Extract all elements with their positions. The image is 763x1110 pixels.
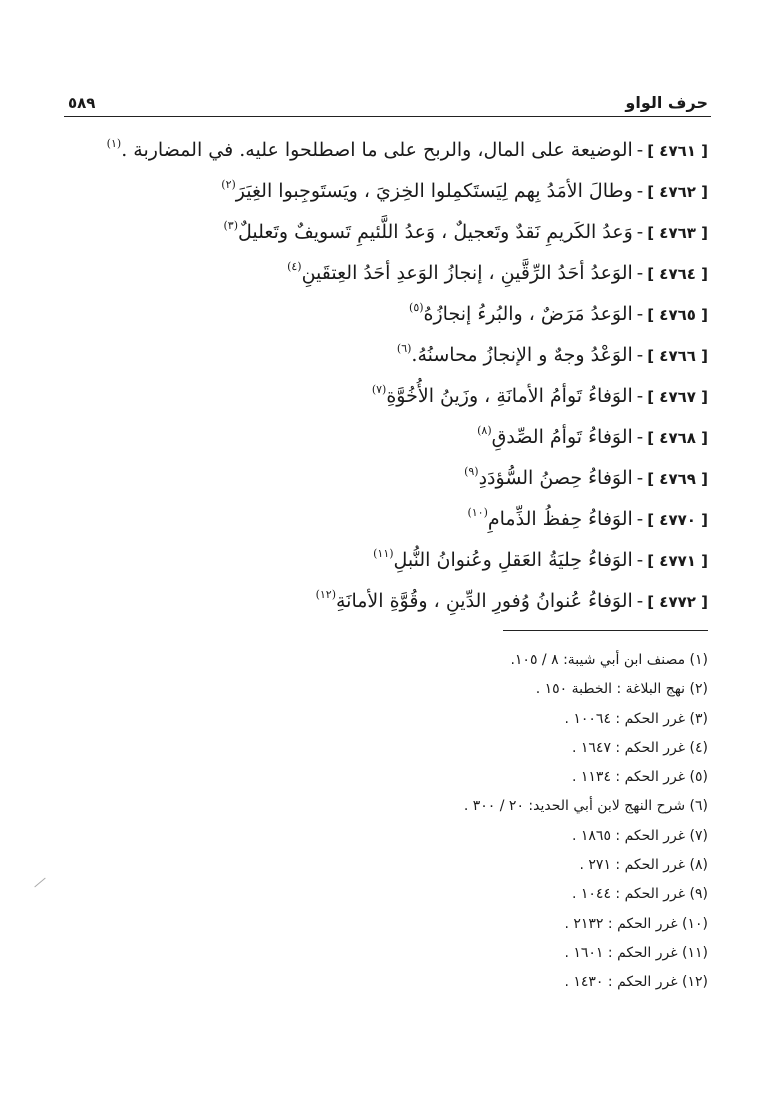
footnote-ref: (٧) [371,383,387,396]
entries-list [60,130,708,622]
page-number: ٥٨٩ [68,94,96,112]
entry-line [60,212,708,253]
footnote-line: (١) مصنف ابن أبي شيبة: ٨ / ١٠٥. [510,652,708,668]
entry-text: الوَفاءُ حِفظُ الذِّمامِ [487,508,633,530]
entry-line [60,540,708,581]
entry-number: [ ٤٧٦١ ] [647,142,708,160]
entry-dash: - [636,139,644,161]
entry-text: الوَعدُ مَرَضٌ ، والبُرءُ إنجازُهُ [423,303,633,325]
footnote-ref: (٤) [287,260,302,273]
entry-line [60,253,708,294]
entry-line [60,294,708,335]
entry-number: [ ٤٧٦٨ ] [647,429,708,447]
entry-dash: - [636,344,644,366]
scan-mark [34,878,45,888]
footnote-line: (٩) غرر الحكم : ١٠٤٤ . [571,886,708,903]
entry-text: الوَفاءُ تَوأمُ الصِّدقِ [491,426,633,448]
entry-dash: - [636,549,644,571]
entry-dash: - [636,303,644,325]
entry-dash: - [636,590,644,612]
footnote-line: (٢) نهج البلاغة : الخطبة ١٥٠ . [535,681,708,698]
footnote-line: (٦) شرح النهج لابن أبي الحديد: ٢٠ / ٣٠٠ . [463,798,708,815]
entry-text: الوَعدُ أحَدُ الرِّقَّينِ ، إنجازُ الوَعدِ أحَدُ العِتقَينِ [301,262,633,284]
entry-number: [ ٤٧٦٧ ] [647,388,708,406]
footnote-line: (٣) غرر الحكم : ١٠٠٦٤ . [564,710,708,727]
footnote-line: (١٠) غرر الحكم : ٢١٣٢ . [564,915,708,932]
footnote-line: (٧) غرر الحكم : ١٨٦٥ . [571,827,708,844]
entry-text: الوضيعة على المال، والربح على ما اصطلحوا عليه. في المضاربة . [121,139,633,161]
entry-line [60,171,708,212]
entry-number: [ ٤٧٦٢ ] [647,183,708,201]
entry-number: [ ٤٧٦٦ ] [647,347,708,365]
entry-number: [ ٤٧٧١ ] [647,552,708,570]
entry-text: الوَفاءُ حِليَةُ العَقلِ وعُنوانُ النُّبلِ [393,549,633,571]
footnote-ref: (٢) [221,178,236,191]
footnote-line: (١١) غرر الحكم : ١٦٠١ . [564,944,708,961]
footnote-ref: (٩) [464,465,479,478]
footnote-separator [503,630,708,631]
entry-line [60,335,708,376]
footnote-ref: (٣) [223,219,238,232]
footnote-ref: (١٠) [467,506,488,519]
entry-dash: - [636,426,644,448]
footnote-ref: (٥) [409,301,424,314]
footnote-ref: (١٢) [315,588,336,601]
entry-dash: - [636,262,644,284]
entry-number: [ ٤٧٦٩ ] [647,470,708,488]
entry-dash: - [636,508,644,530]
entry-line [60,417,708,458]
footnotes-list [60,646,708,998]
header-rule [64,116,711,117]
entry-number: [ ٤٧٦٣ ] [647,224,708,242]
footnote-ref: (١) [106,137,122,150]
running-head: حرف الواو [625,93,708,112]
entry-line [60,376,708,417]
entry-text: الوَفاءُ تَوأمُ الأمانَةِ ، وزَينُ الأُخُوَّةِ [386,385,633,407]
entry-line [60,130,708,171]
entry-line [60,499,708,540]
footnote-line: (٨) غرر الحكم : ٢٧١ . [579,857,708,874]
footnote-line: (٤) غرر الحكم : ١٦٤٧ . [571,739,708,756]
footnote-ref: (٦) [396,342,412,355]
entry-line [60,458,708,499]
entry-number: [ ٤٧٦٥ ] [647,306,708,324]
footnote-ref: (١١) [373,547,394,560]
entry-dash: - [636,467,644,489]
entry-dash: - [636,221,644,243]
entry-text: الوَفاءُ عُنوانُ وُفورِ الدِّينِ ، وقُوَّةِ الأمانَةِ [335,590,633,612]
entry-number: [ ٤٧٧٢ ] [647,593,708,611]
footnote-line: (١٢) غرر الحكم : ١٤٣٠ . [564,974,708,991]
entry-dash: - [636,180,644,202]
entry-number: [ ٤٧٦٤ ] [647,265,708,283]
footnote-ref: (٨) [477,424,492,437]
entry-text: الوَعْدُ وجهٌ و الإنجازُ محاسنُهُ. [411,344,633,366]
entry-number: [ ٤٧٧٠ ] [647,511,708,529]
entry-text: وَعدُ الكَريمِ نَقدٌ وتَعجيلٌ ، وَعدُ اللَّئيمِ تَسويفٌ وتَعليلٌ [237,221,633,243]
footnote-line: (٥) غرر الحكم : ١١٣٤ . [571,769,708,786]
entry-line [60,581,708,622]
entry-dash: - [636,385,644,407]
entry-text: وطالَ الأمَدُ بِهم لِيَستَكمِلوا الخِزيَ ، ويَستَوجِبوا الغِيَرَ [235,180,633,202]
page-header [68,80,708,112]
entry-text: الوَفاءُ حِصنُ السُّؤدَدِ [478,467,633,489]
